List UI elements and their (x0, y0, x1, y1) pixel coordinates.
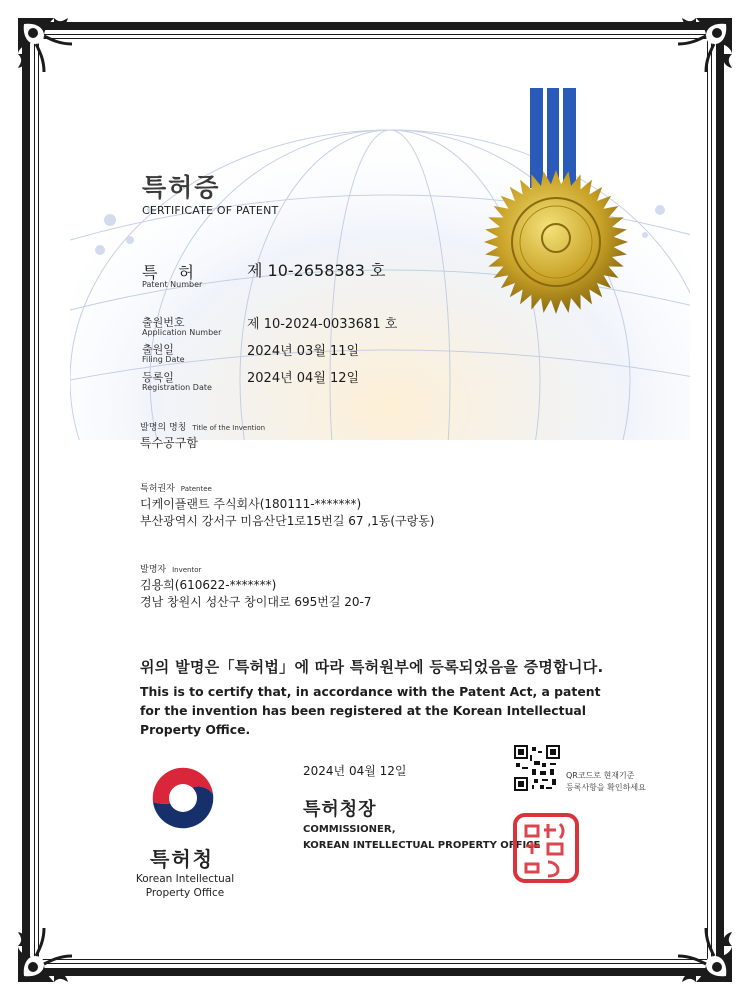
application-number-label-en: Application Number (142, 328, 222, 337)
inventor-name: 김용희(610622-*******) (140, 578, 277, 592)
filing-date-label: 출원일 (142, 343, 174, 356)
patentee-name: 디케이플랜트 주식회사(180111-*******) (140, 497, 362, 511)
certification-statement-kr: 위의 발명은「특허법」에 따라 특허원부에 등록되었음을 증명합니다. (140, 658, 604, 676)
invention-title-label-kr: 발명의 명칭 (140, 423, 187, 433)
gold-seal-icon (482, 168, 630, 316)
commissioner-en-line1: COMMISSIONER, (303, 824, 396, 835)
application-number-value: 제 10-2024-0033681 호 (247, 317, 398, 332)
patentee-label-en: Patentee (180, 485, 212, 493)
qr-note-line1: QR코드로 현재기준 (566, 771, 635, 780)
invention-title-value: 특수공구함 (140, 436, 198, 450)
certificate-title-en: CERTIFICATE OF PATENT (142, 204, 279, 217)
invention-title-label-en: Title of the Invention (192, 424, 266, 432)
invention-title-label (140, 420, 265, 433)
patent-number-label: 특 허 (142, 263, 202, 282)
patentee-label-kr: 특허권자 (140, 484, 175, 494)
inventor-address: 경남 창원시 성산구 창이대로 695번길 20-7 (140, 595, 372, 609)
filing-date-value: 2024년 03월 11일 (247, 344, 360, 359)
patentee-label (140, 481, 212, 494)
commissioner-en-line2: KOREAN INTELLECTUAL PROPERTY OFFICE (303, 840, 541, 851)
corner-ornament-icon (14, 900, 100, 986)
registration-date-value: 2024년 04월 12일 (247, 371, 360, 386)
commissioner-title: 특허청장 (303, 799, 377, 820)
registration-date-label-en: Registration Date (142, 383, 212, 392)
filing-date-label-en: Filing Date (142, 355, 185, 364)
qr-note-line2: 등록사항을 확인하세요 (566, 783, 646, 792)
issue-date: 2024년 04월 12일 (303, 764, 407, 778)
inventor-label-en: Inventor (172, 566, 202, 574)
corner-ornament-icon (14, 14, 100, 100)
qr-code-icon[interactable] (514, 745, 560, 791)
kipo-logo-icon (147, 762, 219, 834)
corner-ornament-icon (650, 900, 736, 986)
inventor-label-kr: 발명자 (140, 565, 167, 575)
commissioner-title-en (303, 822, 540, 854)
corner-ornament-icon (650, 14, 736, 100)
certification-statement-en: This is to certify that, in accordance with the Patent Act, a patent for the invention has been registered at the Korean Intellectual Property Office. (140, 684, 601, 737)
qr-note (566, 770, 646, 794)
certificate-title: 특허증 (142, 173, 221, 202)
official-stamp-icon (512, 812, 580, 884)
inventor-label (140, 562, 201, 575)
office-name-kr: 특허청 (150, 847, 214, 871)
office-name-en: Korean Intellectual Property Office (135, 873, 235, 899)
application-number-label: 출원번호 (142, 316, 185, 329)
patent-number-value: 제 10-2658383 호 (247, 261, 386, 280)
registration-date-label: 등록일 (142, 371, 174, 384)
patentee-address: 부산광역시 강서구 미음산단1로15번길 67 ,1동(구랑동) (140, 514, 435, 528)
patent-number-label-en: Patent Number (142, 280, 203, 289)
